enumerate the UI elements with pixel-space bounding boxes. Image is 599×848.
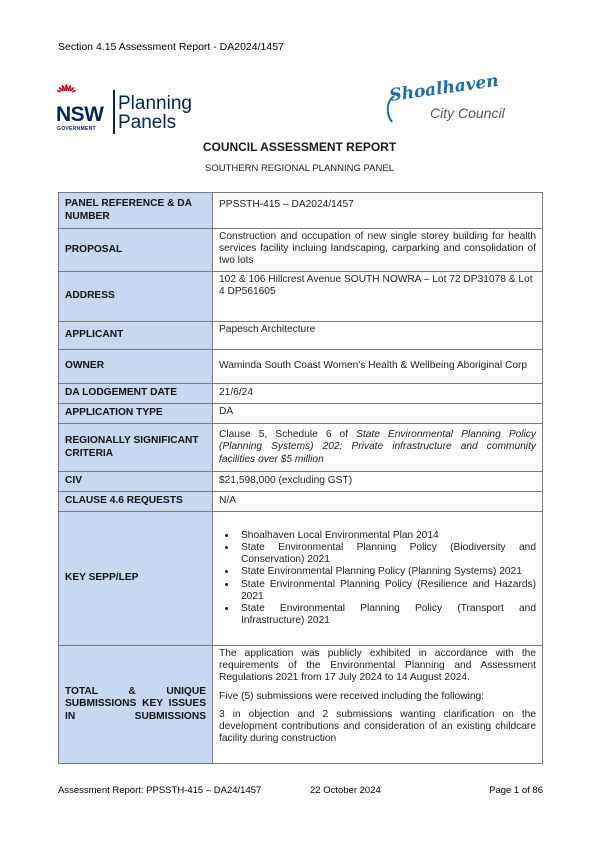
- table-row: [59, 492, 543, 512]
- row-label: CIV: [59, 472, 213, 492]
- table-row: [59, 229, 543, 272]
- list-item: • State Environmental Planning Policy (Planning Systems) 2021: [237, 566, 536, 578]
- table-row: [59, 193, 543, 229]
- row-label: PANEL REFERENCE & DA NUMBER: [59, 193, 213, 229]
- list-item: • Shoalhaven Local Environmental Plan 2014: [237, 530, 536, 542]
- row-label: TOTAL & UNIQUE SUBMISSIONS KEY ISSUES IN SUBMISSIONS: [59, 646, 213, 764]
- table-row: [59, 322, 543, 350]
- table-row: [59, 384, 543, 404]
- government-wordmark: GOVERNMENT: [57, 126, 96, 132]
- row-label: CLAUSE 4.6 REQUESTS: [59, 492, 213, 512]
- footer-report-ref: Assessment Report: PPSSTH-415 – DA24/1457: [58, 785, 262, 796]
- row-label: APPLICANT: [59, 322, 213, 350]
- row-value: Papesch Architecture: [213, 322, 543, 350]
- list-item: • State Environmental Planning Policy (Transport and Infrastructure) 2021: [237, 603, 536, 627]
- report-subtitle: SOUTHERN REGIONAL PLANNING PANEL: [205, 163, 394, 174]
- table-row: [59, 512, 543, 646]
- row-label: REGIONALLY SIGNIFICANT CRITERIA: [59, 424, 213, 472]
- row-value: 21/6/24: [213, 384, 543, 404]
- planning-panels-line1: Planning: [118, 93, 192, 114]
- row-value: N/A: [213, 492, 543, 512]
- table-row: [59, 404, 543, 424]
- logo-divider: [113, 90, 115, 134]
- submission-paragraph: Five (5) submissions were received including the following:: [219, 690, 484, 702]
- row-value: $21,598,000 (excluding GST): [213, 472, 543, 492]
- row-label: PROPOSAL: [59, 229, 213, 272]
- row-value: [213, 512, 543, 646]
- row-label: ADDRESS: [59, 272, 213, 322]
- report-title: COUNCIL ASSESSMENT REPORT: [202, 140, 397, 154]
- assessment-summary-table: [58, 192, 543, 764]
- council-logo-main: Shoalhaven: [388, 70, 500, 106]
- row-label: DA LODGEMENT DATE: [59, 384, 213, 404]
- sepp-list: [219, 530, 536, 628]
- table-row: [59, 272, 543, 322]
- row-value: 102 & 106 Hillcrest Avenue SOUTH NOWRA – Lot 72 DP31078 & Lot 4 DP561605: [213, 272, 543, 322]
- row-label: APPLICATION TYPE: [59, 404, 213, 424]
- planning-panels-line2: Panels: [118, 112, 177, 133]
- regional-policy: State Environmental Planning Policy (Planning Systems) 202: Private infrastructure and community facilities over $5 million: [219, 429, 536, 465]
- list-item: • State Environmental Planning Policy (Biodiversity and Conservation) 2021: [237, 542, 536, 566]
- row-label: KEY SEPP/LEP: [59, 512, 213, 646]
- footer-date: 22 October 2024: [310, 785, 381, 796]
- submission-paragraph: The application was publicly exhibited in accordance with the requirements of the Environmental Planning and Assessment Regulations 2021 from 17 July 2024 to 14 August 2024.: [219, 648, 536, 684]
- row-value: Waminda South Coast Women's Health & Wellbeing Aboriginal Corp: [213, 350, 543, 384]
- regional-prefix: Clause 5, Schedule 6 of: [219, 429, 357, 441]
- table-row: [59, 424, 543, 472]
- submission-paragraph: 3 in objection and 2 submissions wanting clarification on the development contributions and consideration of an existing childcare facility during construction: [219, 708, 536, 745]
- nsw-wordmark: NSW: [56, 103, 104, 126]
- row-value: [213, 646, 543, 764]
- table-row: [59, 646, 543, 764]
- footer-page-number: Page 1 of 86: [489, 785, 543, 796]
- logo-bar: [0, 70, 599, 140]
- table-row: [59, 350, 543, 384]
- council-logo-sub: City Council: [430, 105, 505, 121]
- table-row: [59, 472, 543, 492]
- row-value: Construction and occupation of new single storey building for health services facility incluing landscaping, carparking and consolidation of two lots: [213, 229, 543, 272]
- row-value: PPSSTH-415 – DA2024/1457: [213, 193, 543, 229]
- row-value: DA: [213, 404, 543, 424]
- list-item: • State Environmental Planning Policy (Resilience and Hazards) 2021: [237, 579, 536, 603]
- page-header: Section 4.15 Assessment Report - DA2024/1457: [58, 41, 284, 53]
- row-label: OWNER: [59, 350, 213, 384]
- page-footer: [58, 785, 543, 799]
- council-swoosh-icon: [384, 94, 398, 124]
- row-value: [213, 424, 543, 472]
